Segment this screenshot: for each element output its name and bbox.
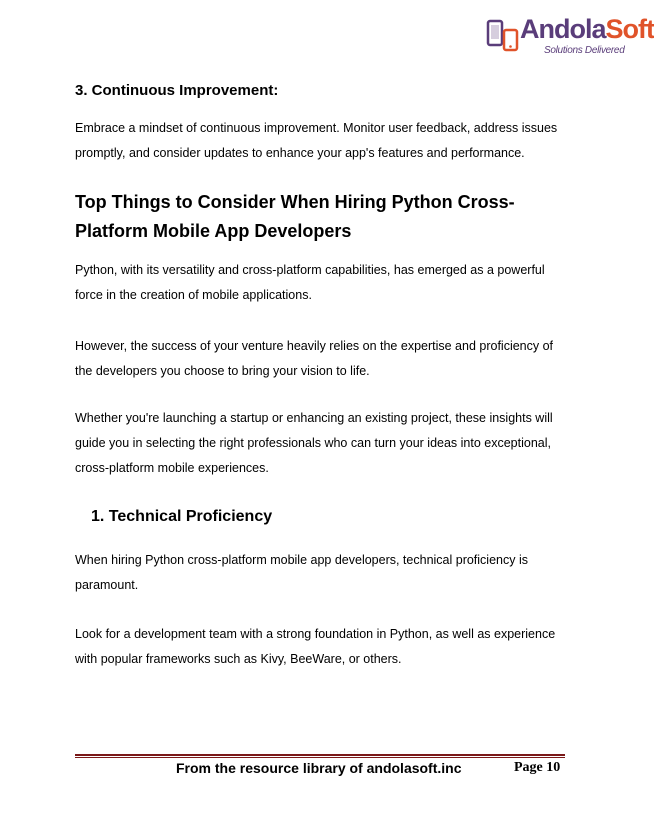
page-number: Page 10: [514, 760, 561, 775]
section-heading-continuous-improvement: 3. Continuous Improvement:: [75, 82, 279, 99]
footer-rule: [75, 754, 565, 756]
footer-text: From the resource library of andolasoft.inc: [176, 760, 462, 776]
paragraph-python-intro: Python, with its versatility and cross-platform capabilities, has emerged as a powerful force in the creation of mobile applications.: [75, 263, 545, 302]
paragraph-technical-proficiency: When hiring Python cross-platform mobile app developers, technical proficiency is paramount.: [75, 553, 528, 592]
logo-wordmark: [520, 14, 654, 44]
logo-name-part1: Andola: [520, 14, 606, 44]
page-title-top-things: Top Things to Consider When Hiring Python Cross-Platform Mobile App Developers: [75, 192, 515, 241]
logo-tagline: Solutions Delivered: [544, 45, 625, 56]
paragraph-continuous-improvement: Embrace a mindset of continuous improvement. Monitor user feedback, address issues promptly, and consider updates to enhance your app's features and performance.: [75, 121, 558, 160]
logo-name-part2: Soft: [605, 14, 654, 44]
andolasoft-logo: [486, 14, 654, 62]
paragraph-insights: Whether you're launching a startup or enhancing an existing project, these insights will guide you in selecting the right professionals who can turn your ideas into exceptional, cross-platform mobile experiences.: [75, 411, 553, 475]
paragraph-success: However, the success of your venture heavily relies on the expertise and proficiency of the developers you choose to bring your vision to life.: [75, 339, 554, 378]
paragraph-development-team: Look for a development team with a strong foundation in Python, as well as experience with popular frameworks such as Kivy, BeeWare, or others.: [75, 627, 556, 666]
footer-rule-thin: [75, 757, 565, 758]
section-heading-technical-proficiency: 1. Technical Proficiency: [91, 508, 273, 525]
devices-icon: [486, 18, 520, 56]
